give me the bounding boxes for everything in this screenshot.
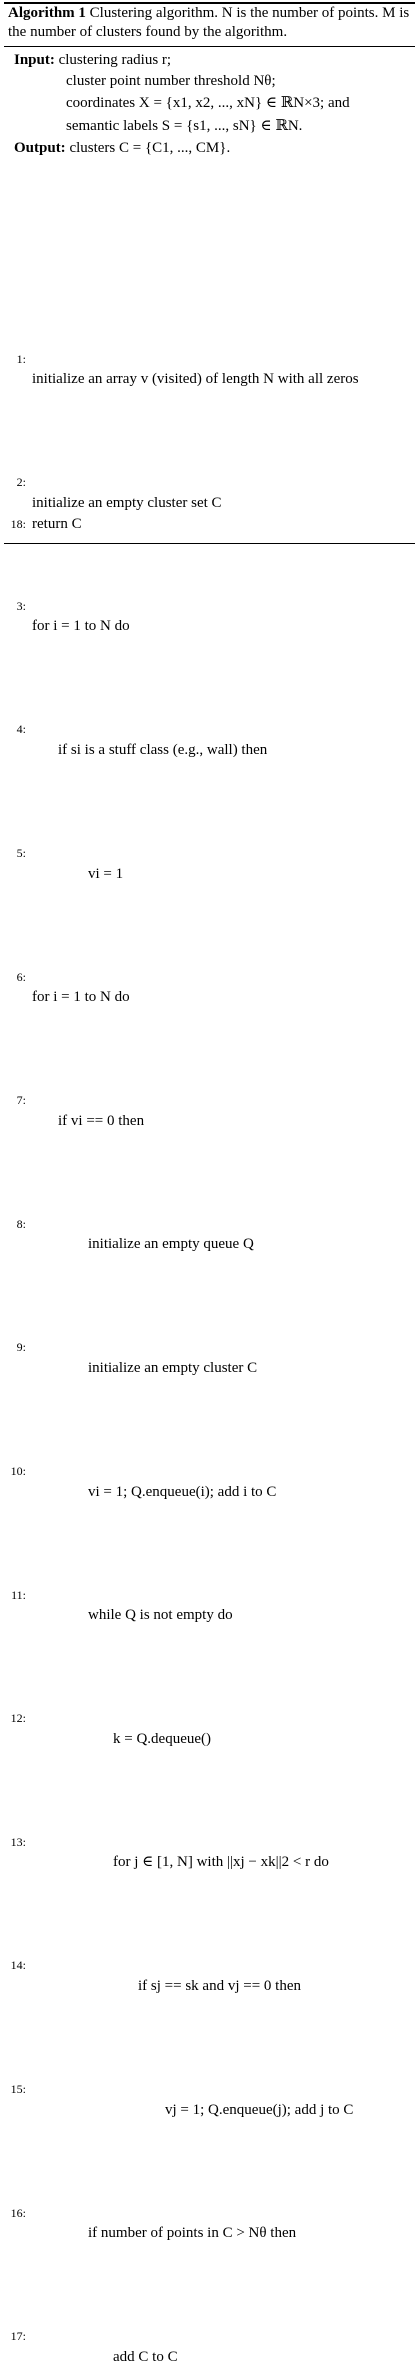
step-text: while Q is not empty do bbox=[88, 1607, 233, 1624]
step-text: if sj == sk and vj == 0 then bbox=[138, 1977, 301, 1994]
step-text: k = Q.dequeue() bbox=[113, 1730, 212, 1747]
step-number: 8: bbox=[16, 1216, 26, 1231]
input-text-2: cluster point number threshold Nθ; bbox=[66, 73, 276, 89]
input-line-4 bbox=[0, 116, 419, 136]
step-text: initialize an empty cluster C bbox=[88, 1359, 258, 1376]
input-text-1: clustering radius r; bbox=[58, 52, 172, 68]
step-text: vi = 1 bbox=[88, 865, 124, 882]
step-number: 15: bbox=[10, 2081, 26, 2096]
step-number: 2: bbox=[16, 475, 26, 490]
algorithm-caption-text: Clustering algorithm. N is the number of points. M is the number of clusters found by the algorithm. bbox=[8, 5, 410, 40]
step-text: initialize an empty cluster set C bbox=[32, 494, 222, 511]
step-text: vj = 1; Q.enqueue(j); add j to C bbox=[165, 2101, 354, 2118]
step-text: add C to C bbox=[113, 2348, 178, 2365]
step-number: 3: bbox=[16, 598, 26, 613]
input-text-3: coordinates X = {x1, x2, ..., xN} ∈ ℝN×3; and bbox=[66, 95, 350, 111]
input-label: Input: bbox=[14, 52, 55, 68]
step-text: return C bbox=[32, 516, 82, 533]
step-text: initialize an empty queue Q bbox=[88, 1236, 254, 1253]
step-number: 9: bbox=[16, 1340, 26, 1355]
output-line bbox=[0, 138, 419, 158]
step-number: 10: bbox=[10, 1463, 26, 1478]
step-number: 13: bbox=[10, 1834, 26, 1849]
step-text: for i = 1 to N do bbox=[32, 989, 130, 1006]
caption-rule bbox=[4, 46, 415, 47]
step-text: for i = 1 to N do bbox=[32, 618, 130, 635]
output-label: Output: bbox=[14, 140, 66, 156]
algorithm-label: Algorithm 1 bbox=[8, 5, 86, 21]
step-text: if si is a stuff class (e.g., wall) then bbox=[58, 741, 268, 758]
output-text: clusters C = {C1, ..., CM}. bbox=[69, 140, 231, 156]
input-line-2 bbox=[0, 71, 419, 91]
step-number: 5: bbox=[16, 845, 26, 860]
step-text: initialize an array v (visited) of length N with all zeros bbox=[32, 371, 359, 388]
step-number: 1: bbox=[16, 351, 26, 366]
step-number: 18: bbox=[10, 517, 26, 532]
step-number: 6: bbox=[16, 969, 26, 984]
step-number: 17: bbox=[10, 2329, 26, 2344]
step-text: for j ∈ [1, N] with ||xj − xk||2 < r do bbox=[113, 1854, 329, 1871]
bottom-rule bbox=[4, 543, 415, 544]
algorithm-caption bbox=[8, 4, 411, 42]
step-text: if number of points in C > Nθ then bbox=[88, 2225, 297, 2242]
step-number: 4: bbox=[16, 722, 26, 737]
step-number: 16: bbox=[10, 2205, 26, 2220]
input-text-4: semantic labels S = {s1, ..., sN} ∈ ℝN. bbox=[66, 118, 303, 134]
step-number: 7: bbox=[16, 1093, 26, 1108]
step-18 bbox=[0, 514, 419, 534]
step-number: 11: bbox=[11, 1587, 26, 1602]
step-text: if vi == 0 then bbox=[58, 1112, 145, 1129]
step-number: 14: bbox=[10, 1958, 26, 1973]
step-1 bbox=[0, 164, 419, 388]
input-line-1 bbox=[0, 50, 419, 70]
step-number: 12: bbox=[10, 1711, 26, 1726]
step-text: vi = 1; Q.enqueue(i); add i to C bbox=[88, 1483, 277, 1500]
input-line-3 bbox=[0, 93, 419, 113]
